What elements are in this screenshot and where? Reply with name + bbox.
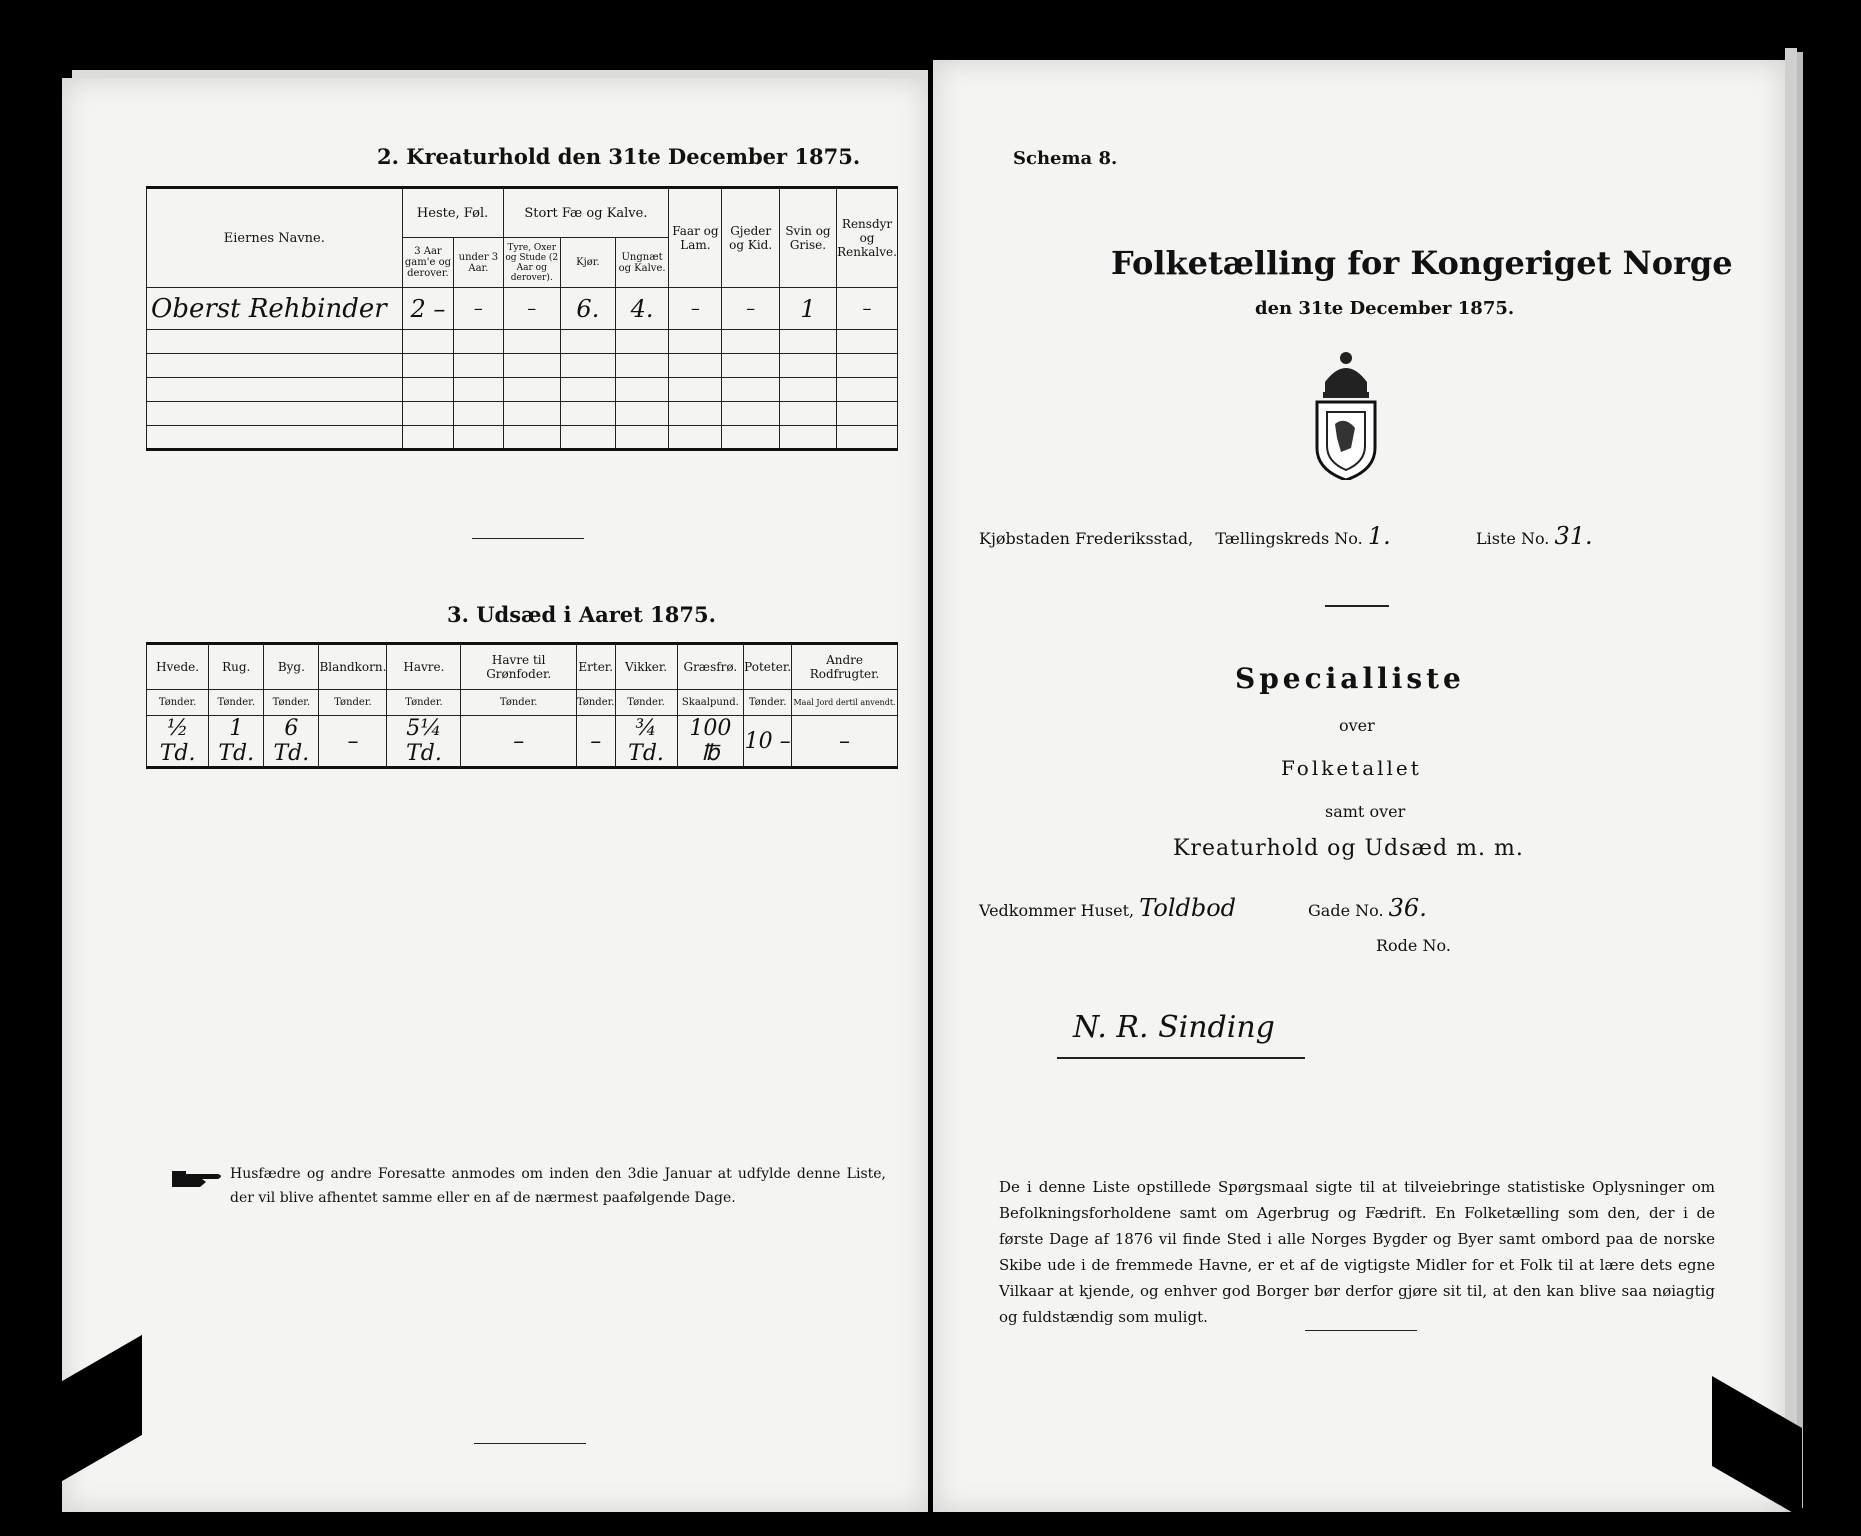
seed-col-unit: Tønder. (264, 690, 319, 716)
owner-name: Oberst Rehbinder (147, 288, 403, 330)
seed-col-name: Havre til Grønfoder. (461, 644, 577, 690)
liste-value: 31. (1554, 522, 1593, 550)
folketallet-text: Folketallet (1281, 756, 1422, 780)
rode-label: Rode No. (1376, 936, 1451, 955)
seed-col-name: Vikker. (615, 644, 677, 690)
seed-col-unit: Tønder. (147, 690, 209, 716)
left-page (62, 78, 928, 1512)
divider-rule (472, 538, 584, 539)
seed-col-name: Byg. (264, 644, 319, 690)
seed-value: – (319, 716, 387, 768)
footer-rule (1305, 1330, 1417, 1331)
kjobstad-label: Kjøbstaden Frederiksstad, (979, 529, 1194, 548)
kreaturhold-text: Kreaturhold og Udsæd m. m. (1173, 836, 1524, 861)
liste-label: Liste No. (1476, 529, 1550, 548)
table-row (147, 288, 898, 330)
value-stort-b: 6. (560, 288, 615, 330)
gade-value: 36. (1388, 894, 1427, 922)
col-stort-b: Kjør. (560, 238, 615, 288)
seed-value: – (461, 716, 577, 768)
schema-label: Schema 8. (1013, 148, 1118, 169)
footer-text: De i denne Liste opstillede Spørgsmaal sigte til at tilveiebringe statistiske Oplysninger om Befolkningsforholdene samt om Agerbrug og Fædrift. En Folketælling som den, der i de første Dage af 1876 vil finde Sted i alle Norges Bygder og Byer samt ombord paa de norske Skibe ude i de fremmede Havne, er et af de vigtigste Midler for et Folk til at lære dets egne Vilkaar at kjende, og enhver god Borger bør derfor gjøre sit til, at den kan blive saa nøiagtig og fuldstændig som muligt. (999, 1178, 1715, 1326)
seed-col-name: Havre. (387, 644, 461, 690)
seed-value: – (576, 716, 615, 768)
kreds-value: 1. (1367, 522, 1391, 550)
coat-of-arms-icon (1305, 348, 1387, 480)
title-rule (1325, 605, 1389, 607)
seed-col-name: Andre Rodfrugter. (792, 644, 898, 690)
col-stort-c: Ungnæt og Kalve. (615, 238, 669, 288)
col-heste: Heste, Føl. (402, 188, 503, 238)
seed-value: 5¼ Td. (387, 716, 461, 768)
seed-col-name: Blandkorn. (319, 644, 387, 690)
kreds-label: Tællingskreds No. (1215, 529, 1363, 548)
value-rensdyr: – (837, 288, 898, 330)
col-svin: Svin og Grise. (779, 188, 836, 288)
seed-value: 1 Td. (209, 716, 264, 768)
liste-line (1476, 522, 1593, 550)
seed-table (146, 642, 898, 769)
huset-value: Toldbod (1139, 894, 1237, 922)
special-title: Specialliste (1235, 662, 1465, 695)
seed-col-name: Hvede. (147, 644, 209, 690)
seed-col-unit: Tønder. (744, 690, 792, 716)
over-text: over (1339, 716, 1375, 735)
section3-title: 3. Udsæd i Aaret 1875. (447, 602, 716, 627)
seed-col-unit: Tønder. (387, 690, 461, 716)
seed-value: 10 – (744, 716, 792, 768)
gade-line (1308, 894, 1427, 922)
seed-col-unit: Tønder. (209, 690, 264, 716)
vedkommer-label: Vedkommer Huset, (979, 901, 1135, 920)
right-page (933, 60, 1785, 1512)
seed-value: 100 ℔ (677, 716, 744, 768)
livestock-table (146, 186, 898, 451)
col-stort: Stort Fæ og Kalve. (503, 188, 669, 238)
samt-over-text: samt over (1325, 802, 1406, 821)
value-svin: 1 (779, 288, 836, 330)
seed-col-name: Rug. (209, 644, 264, 690)
value-faar: – (669, 288, 722, 330)
seed-value: – (792, 716, 898, 768)
seed-col-unit: Maal Jord dertil anvendt. (792, 690, 898, 716)
page-stack-edge-right (1785, 48, 1797, 1512)
vedkommer-line (979, 894, 1236, 922)
value-stort-a: – (503, 288, 560, 330)
bottom-rule (474, 1443, 586, 1444)
seed-col-unit: Tønder. (319, 690, 387, 716)
location-line (979, 522, 1391, 550)
signature-rule (1057, 1057, 1305, 1059)
value-stort-c: 4. (615, 288, 669, 330)
seed-value: 6 Td. (264, 716, 319, 768)
seed-col-name: Græsfrø. (677, 644, 744, 690)
col-faar: Faar og Lam. (669, 188, 722, 288)
col-rensdyr: Rensdyr og Renkalve. (837, 188, 898, 288)
seed-value: ½ Td. (147, 716, 209, 768)
seed-col-name: Erter. (576, 644, 615, 690)
value-heste-b: – (454, 288, 503, 330)
col-heste-a: 3 Aar gam'e og derover. (402, 238, 454, 288)
seed-col-unit: Skaalpund. (677, 690, 744, 716)
seed-col-unit: Tønder. (461, 690, 577, 716)
col-heste-b: under 3 Aar. (454, 238, 503, 288)
signature: N. R. Sinding (1073, 1010, 1275, 1045)
col-gjeder: Gjeder og Kid. (722, 188, 779, 288)
main-title: Folketælling for Kongeriget Norge (1111, 244, 1733, 282)
notice-text: Husfædre og andre Foresatte anmodes om inden den 3die Januar at udfylde denne Liste, der vil blive afhentet samme eller en af de nærmest paafølgende Dage. (230, 1166, 886, 1206)
table-row (147, 716, 898, 768)
seed-col-unit: Tønder. (615, 690, 677, 716)
seed-col-unit: Tønder. (576, 690, 615, 716)
seed-value: ¾ Td. (615, 716, 677, 768)
seed-col-name: Poteter. (744, 644, 792, 690)
col-owner: Eiernes Navne. (147, 188, 403, 288)
value-gjeder: – (722, 288, 779, 330)
page-stack-edge-right-2 (1797, 52, 1803, 1508)
value-heste-a: 2 – (402, 288, 454, 330)
subtitle: den 31te December 1875. (1255, 298, 1515, 319)
pointing-hand-icon (172, 1168, 226, 1190)
gade-label: Gade No. (1308, 901, 1384, 920)
section2-title: 2. Kreaturhold den 31te December 1875. (377, 144, 861, 169)
page-stack-edge-left (72, 70, 928, 78)
col-stort-a: Tyre, Oxer og Stude (2 Aar og derover). (503, 238, 560, 288)
